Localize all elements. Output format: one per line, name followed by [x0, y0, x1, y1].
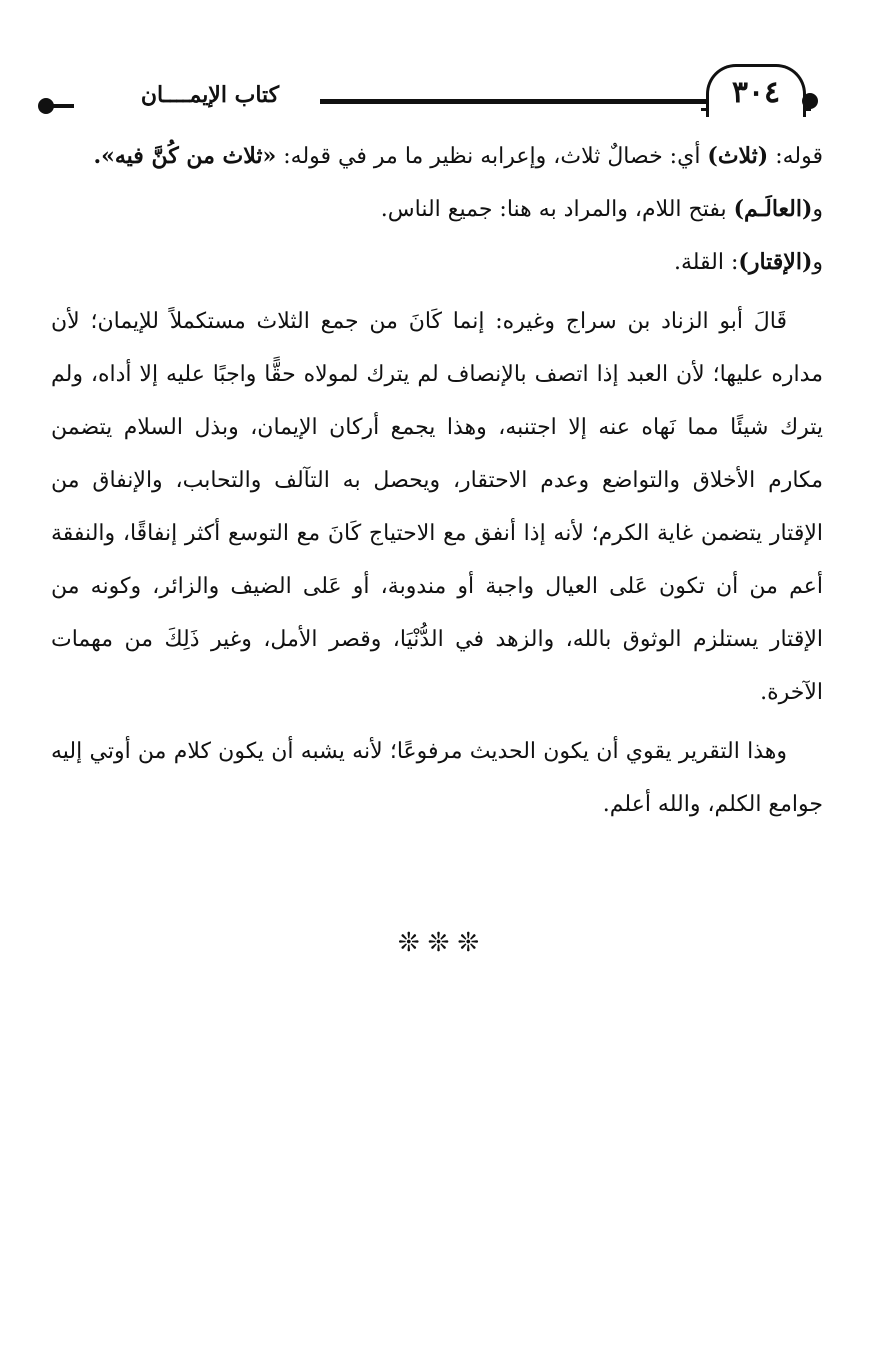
note-text: أي: خصالٌ ثلاث، وإعرابه نظير ما مر في قوله: [276, 144, 708, 169]
body-paragraph: وهذا التقرير يقوي أن يكون الحديث مرفوعًا؛ لأنه يشبه أن يكون كلام من أوتي إليه جوامع الكلم، والله أعلم. [51, 739, 823, 817]
note-text: : القلة. [673, 250, 739, 275]
note-line [51, 130, 823, 183]
note-line [51, 183, 823, 236]
note-term: (ثلاث) [707, 143, 769, 169]
note-text: بفتح اللام، والمراد به هنا: جميع الناس. [380, 197, 734, 222]
page-number: ٣٠٤ [706, 64, 806, 117]
hadith-quote: «ثلاث من كُنَّ فيه». [93, 143, 277, 169]
page-body [51, 130, 823, 831]
header-ornament-right [802, 93, 818, 109]
note-line [51, 236, 823, 289]
body-paragraph: قَالَ أبو الزناد بن سراج وغيره: إنما كَانَ من جمع الثلاث مستكملاً للإيمان؛ لأن مداره عليها؛ لأن العبد إذا اتصف بالإنصاف لم يترك لمولاه حقًّا واجبًا عليه إلا أداه، ولم يترك شيئًا مما نَهاه عنه إلا اجتنبه، وهذا يجمع أركان الإيمان، وبذل السلام يتضمن مكارم الأخلاق والتواضع وعدم الاحتقار، ويحصل به التآلف والتحابب، والإنفاق من الإقتار يتضمن غاية الكرم؛ لأنه إذا أنفق مع الاحتياج كَانَ مع التوسع أكثر إنفاقًا، والنفقة أعم من أن تكون عَلى العيال واجبة أو مندوبة، أو عَلى الضيف والزائر، وكونه من الإقتار يستلزم الوثوق بالله، والزهد في الدُّنْيَا، وقصر الأمل، وغير ذَلِكَ من مهمات الآخرة. [51, 309, 823, 705]
note-prefix: و [812, 197, 823, 222]
section-end-ornament: ❊❊❊ [397, 928, 488, 958]
note-term: (الإقتار) [738, 249, 813, 275]
header-ornament-left [38, 98, 54, 114]
note-term: (العالَـم) [733, 196, 813, 222]
header-rule [320, 99, 745, 104]
page-header [30, 62, 830, 122]
running-title: كتاب الإيمــــان [140, 82, 280, 108]
note-prefix: قوله: [768, 144, 823, 169]
note-prefix: و [812, 250, 823, 275]
